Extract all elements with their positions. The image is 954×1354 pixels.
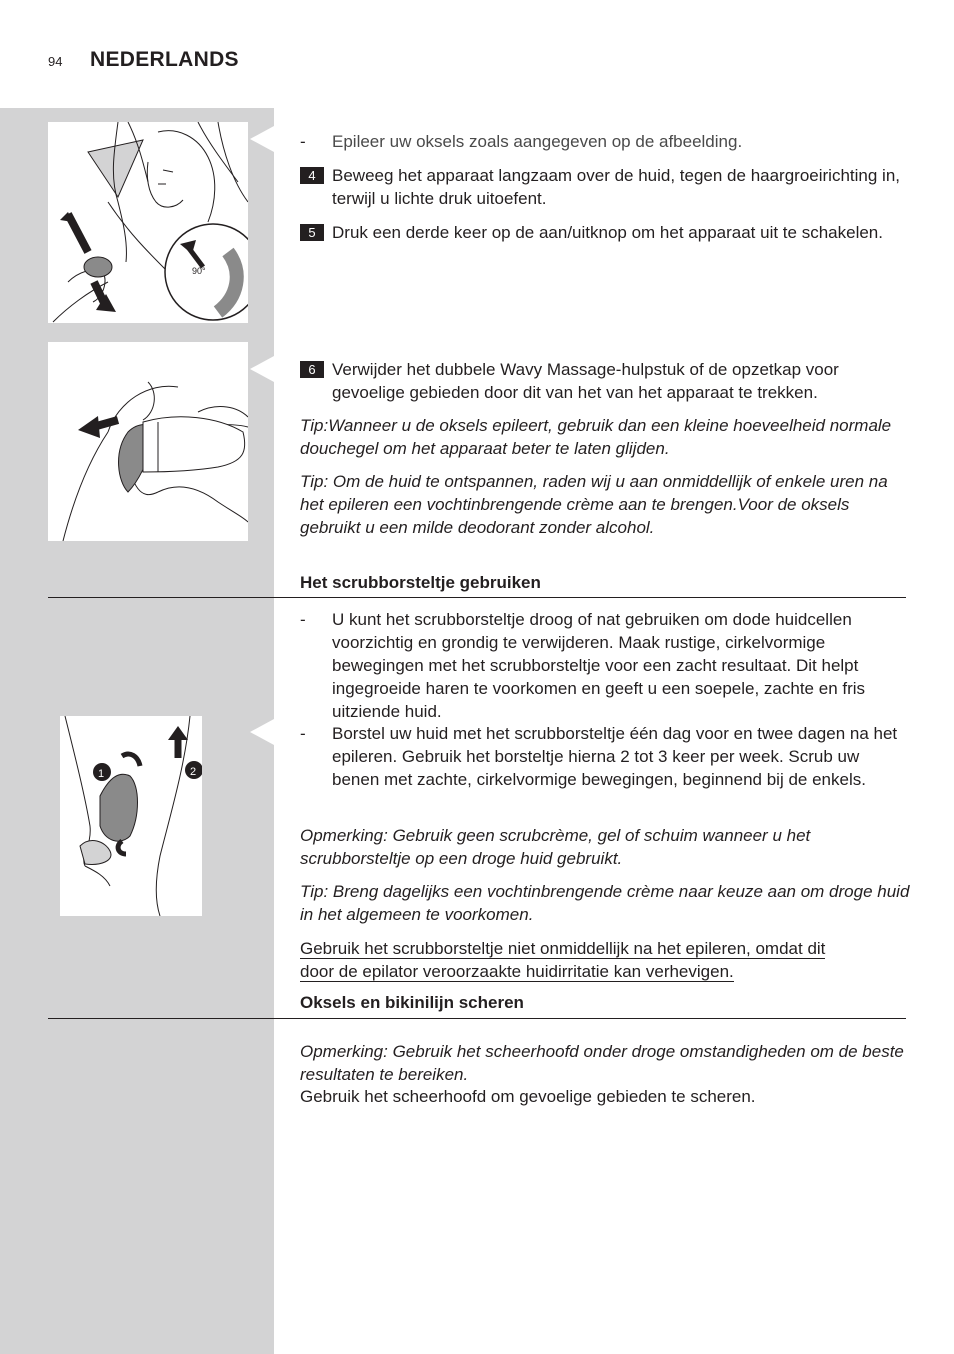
warning-paragraph — [300, 937, 900, 983]
section-divider — [48, 1018, 906, 1019]
note-paragraph: Opmerking: Gebruik geen scrubcrème, gel of schuim wanneer u het scrubborsteltje op een droge huid gebruikt. — [300, 826, 811, 868]
instruction-item: - Borstel uw huid met het scrubborsteltje één dag voor en twee dagen na het epileren. Gebruik het borsteltje hierna 2 tot 3 keer per week. Scrub uw benen met zachte, cirkelvormige bewegingen, beginnend bij de enkels. — [300, 722, 906, 791]
section-divider — [48, 597, 906, 598]
tip-paragraph: Tip: Breng dagelijks een vochtinbrengende crème naar keuze aan om droge huid in het algemeen te voorkomen. — [300, 882, 910, 924]
warning-line: Gebruik het scrubborsteltje niet onmiddellijk na het epileren, omdat dit — [300, 939, 826, 958]
scrub-brush-illustration — [60, 716, 202, 916]
instruction-item: - Epileer uw oksels zoals aangegeven op de afbeelding. — [300, 130, 906, 153]
figure-scrub-brush — [60, 716, 202, 916]
step-4 — [300, 164, 906, 210]
step-text: Beweeg het apparaat langzaam over de huid, tegen de haargroeirichting in, terwijl u lichte druk uitoefent. — [332, 166, 900, 208]
step-text: Druk een derde keer op de aan/uitknop om het apparaat uit te schakelen. — [332, 223, 883, 242]
step-label-1: 1 — [98, 768, 105, 780]
armpit-epilation-illustration — [48, 122, 248, 323]
step-number: 4 — [300, 167, 324, 184]
step-text: Verwijder het dubbele Wavy Massage-hulpstuk of de opzetkap voor gevoelige gebieden door dit van het van het apparaat te trekken. — [332, 360, 839, 402]
tip-paragraph: Tip: Om de huid te ontspannen, raden wij u aan onmiddellijk of enkele uren na het epileren een vochtinbrengende crème aan te brengen.Voor de oksels gebruikt u een milde deodorant zonder alcohol. — [300, 472, 888, 537]
step-6 — [300, 358, 906, 404]
figure-armpit-epilation — [48, 122, 248, 323]
angle-label: 90° — [192, 266, 206, 276]
tip-paragraph: Tip:Wanneer u de oksels epileert, gebruik dan een kleine hoeveelheid normale douchegel om het apparaat beter te laten glijden. — [300, 416, 892, 458]
remove-attachment-illustration — [48, 342, 248, 541]
warning-line: door de epilator veroorzaakte huidirritatie kan verhevigen. — [300, 962, 734, 981]
step-5 — [300, 221, 906, 244]
step-number: 6 — [300, 361, 324, 378]
instruction-text: U kunt het scrubborsteltje droog of nat gebruiken om dode huidcellen voorzichtig en grondig te verwijderen. Maak rustige, cirkelvormige bewegingen met het scrubborsteltje voor een zacht resultaat. Dit helpt ingegroeide haren te voorkomen en geeft u een soepele, zachte en fris uitziende huid. — [332, 610, 866, 721]
step-number: 5 — [300, 224, 324, 241]
page-title: NEDERLANDS — [90, 48, 239, 71]
figure-pointer — [250, 719, 274, 745]
note-paragraph: Opmerking: Gebruik het scheerhoofd onder droge omstandigheden om de beste resultaten te bereiken. — [300, 1042, 904, 1084]
instruction-item: - U kunt het scrubborsteltje droog of nat gebruiken om dode huidcellen voorzichtig en grondig te verwijderen. Maak rustige, cirkelvormige bewegingen met het scrubborsteltje voor een zacht resultaat. Dit helpt ingegroeide haren te voorkomen en geeft u een soepele, zachte en fris uitziende huid. — [300, 608, 906, 723]
step-label-2: 2 — [190, 766, 197, 778]
section-heading: Het scrubborsteltje gebruiken — [300, 573, 541, 592]
figure-pointer — [250, 126, 274, 152]
section-heading: Oksels en bikinilijn scheren — [300, 993, 524, 1012]
instruction-text: Borstel uw huid met het scrubborsteltje één dag voor en twee dagen na het epileren. Gebruik het borsteltje hierna 2 tot 3 keer per week. Scrub uw benen met zachte, cirkelvormige bewegingen, beginnend bij de enkels. — [332, 724, 898, 789]
page-number: 94 — [48, 54, 63, 69]
figure-remove-attachment — [48, 342, 248, 541]
figure-pointer — [250, 356, 274, 382]
body-paragraph: Gebruik het scheerhoofd om gevoelige gebieden te scheren. — [300, 1087, 756, 1106]
instruction-text: Epileer uw oksels zoals aangegeven op de afbeelding. — [332, 132, 743, 151]
